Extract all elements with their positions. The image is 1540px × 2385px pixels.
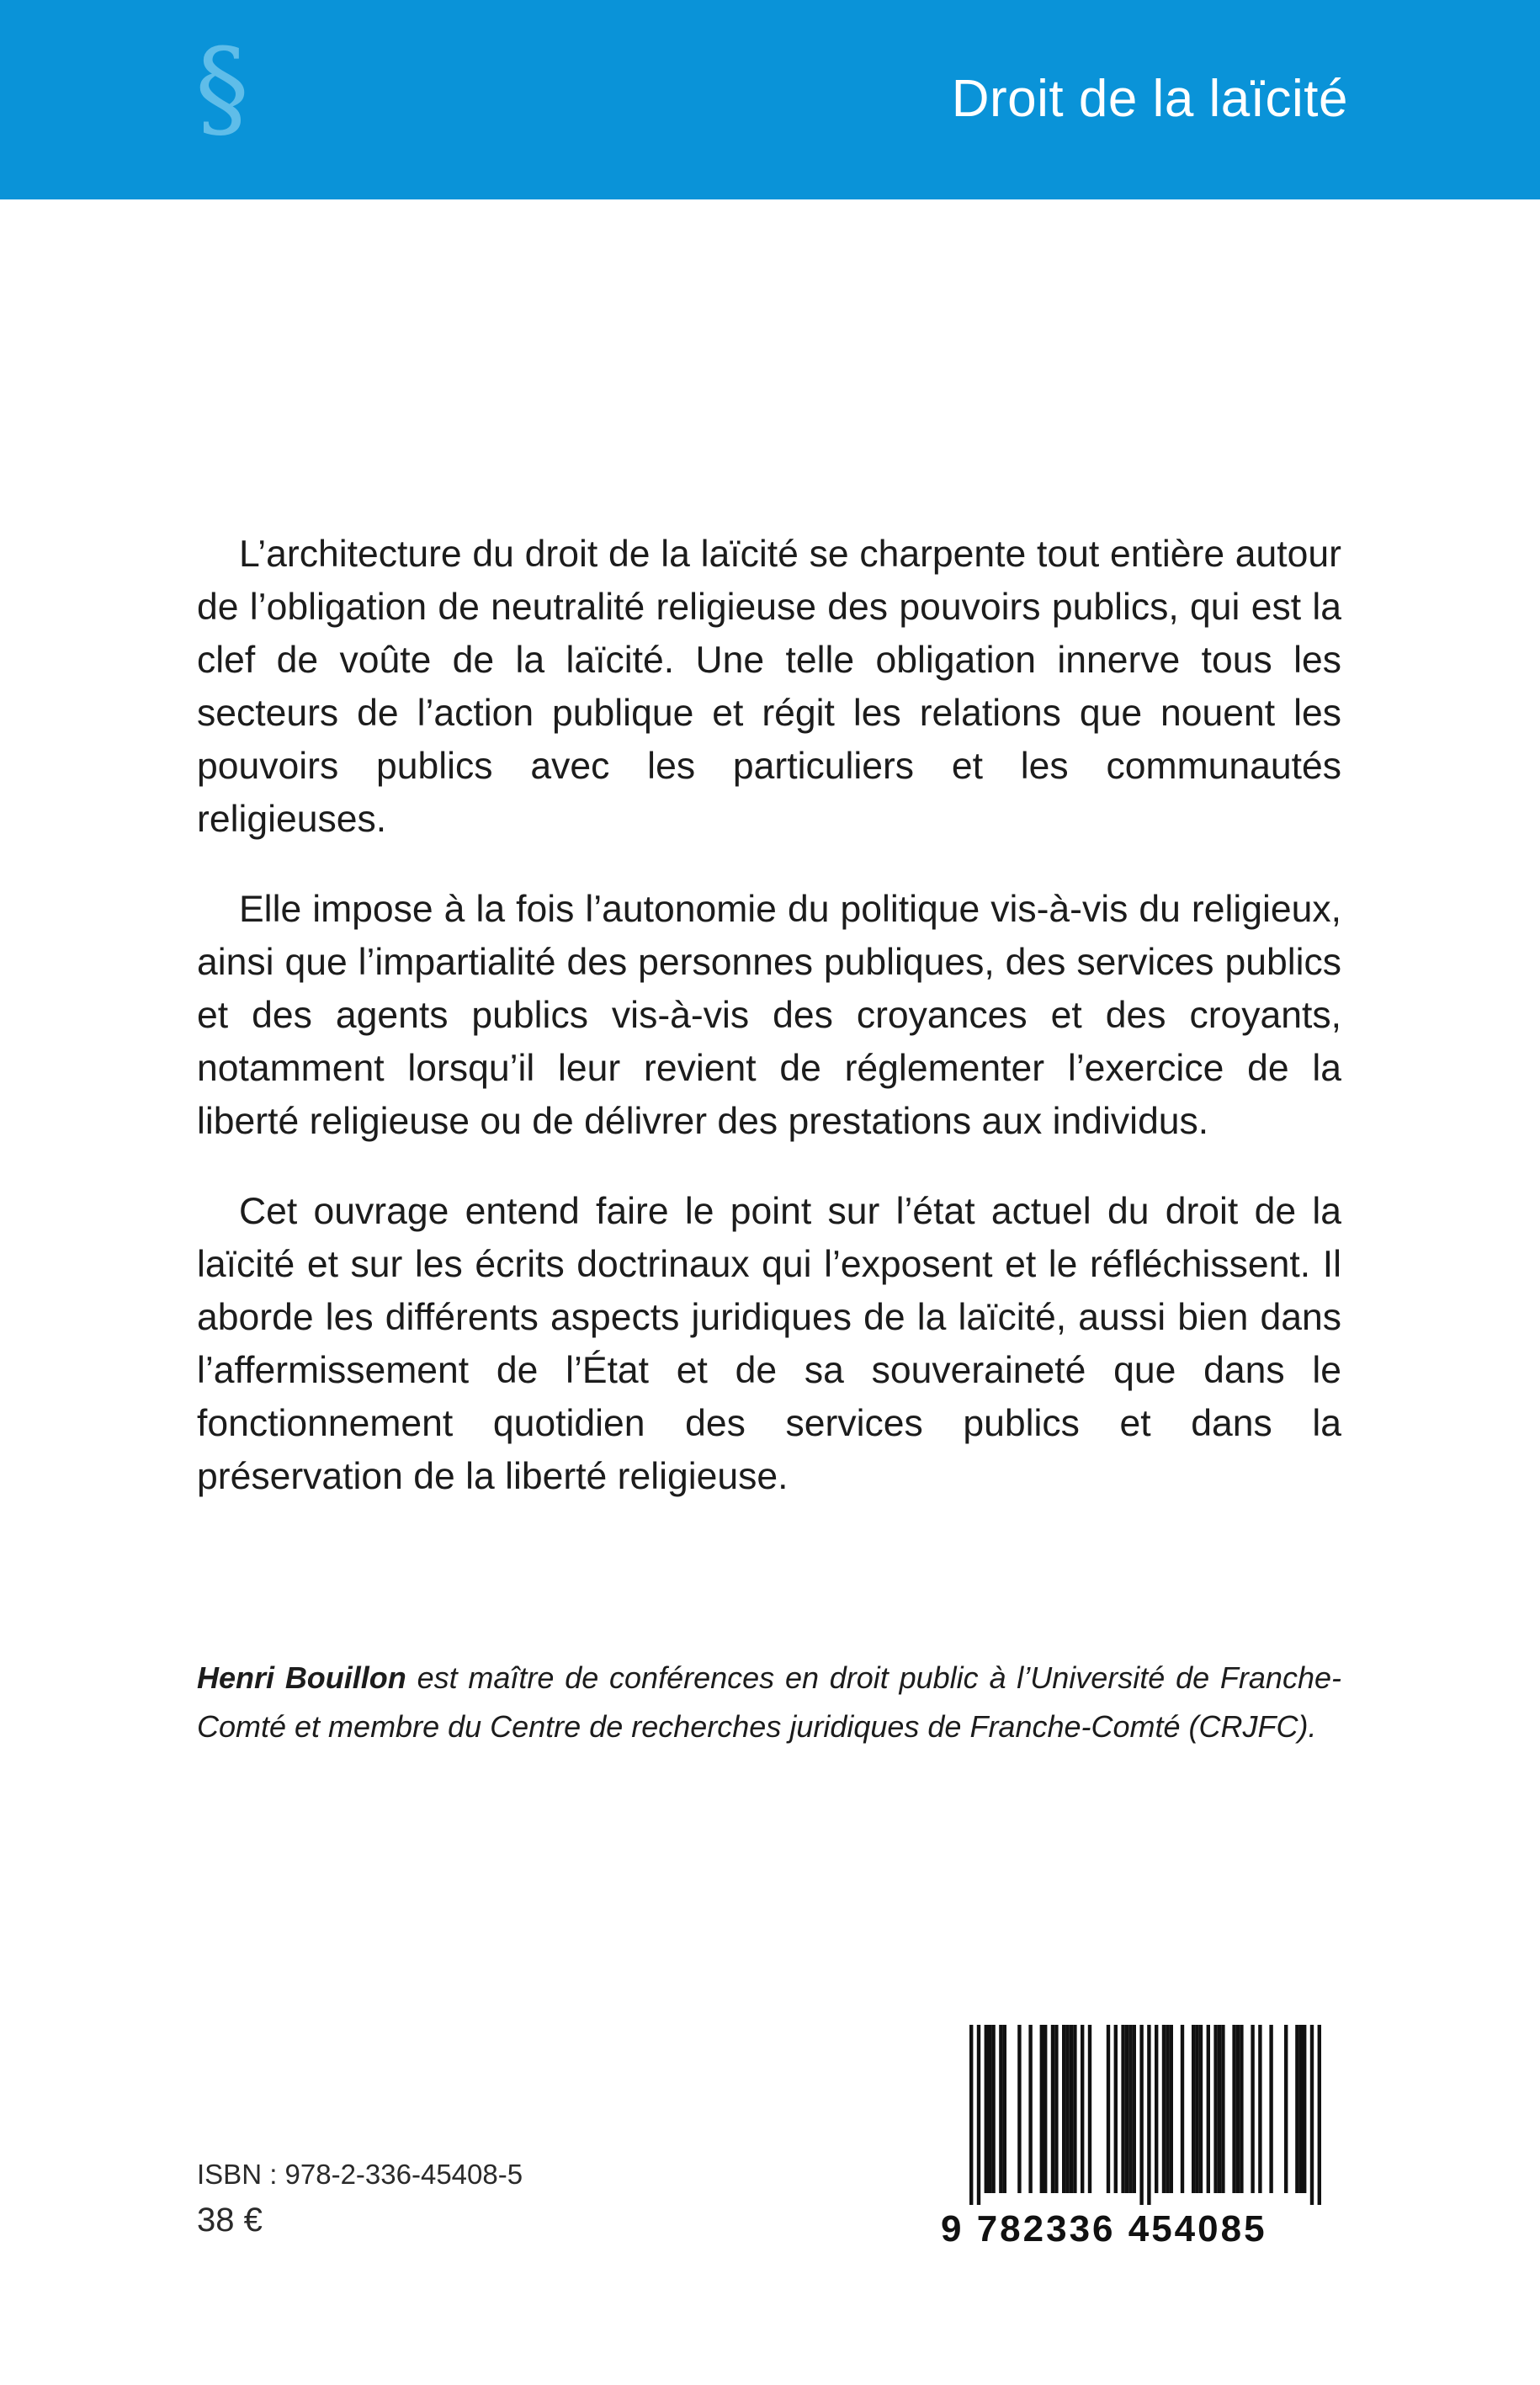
barcode-bar	[1192, 2025, 1195, 2193]
barcode-bar	[1125, 2025, 1128, 2193]
blurb-paragraph-2: Elle impose à la fois l’autonomie du politique vis-à-vis du religieux, ainsi que l’impartialité des personnes publiques, des services publics et des agents publics vis-à-vis des croyances et des croyants, notamment lorsqu’il leur revient de réglementer l’exercice de la liberté religieuse ou de délivrer des prestations aux individus.	[197, 889, 1341, 1142]
barcode-bar	[1043, 2025, 1047, 2193]
barcode-bar	[1284, 2025, 1288, 2193]
barcode-bar	[1299, 2025, 1303, 2193]
barcode-bar	[1258, 2025, 1261, 2193]
barcode-bar	[1318, 2025, 1321, 2205]
barcode-bar	[1155, 2025, 1158, 2193]
barcode-bars	[941, 2025, 1343, 2206]
barcode-bar	[1054, 2025, 1058, 2193]
section-sign-icon: §	[195, 26, 249, 151]
barcode-bar	[1081, 2025, 1084, 2193]
barcode-bar	[1303, 2025, 1306, 2193]
isbn-label: ISBN : 978-2-336-45408-5	[197, 2159, 523, 2190]
barcode-bar	[1040, 2025, 1043, 2193]
barcode-bar	[1070, 2025, 1073, 2193]
barcode-bar	[1166, 2025, 1169, 2193]
barcode-bar	[1232, 2025, 1235, 2193]
author-bio-text: est maître de conférences en droit public à l’Université de Franche-Comté et membre du Centre de recherches juridiques de Franche-Comté (CRJFC).	[197, 1660, 1341, 1744]
barcode-bar	[977, 2025, 980, 2205]
barcode-bar	[1147, 2025, 1150, 2205]
header-band	[0, 0, 1540, 199]
barcode-bar	[1128, 2025, 1132, 2193]
price-label: 38 €	[197, 2202, 263, 2239]
barcode-bar	[969, 2025, 973, 2205]
barcode-bar	[1088, 2025, 1091, 2193]
barcode-bar	[1295, 2025, 1298, 2193]
barcode-bar	[1269, 2025, 1272, 2193]
barcode-bar	[1003, 2025, 1006, 2193]
barcode-bar	[1199, 2025, 1203, 2193]
barcode-bar	[1240, 2025, 1243, 2193]
barcode-bar	[1310, 2025, 1314, 2205]
barcode-bar	[1162, 2025, 1166, 2193]
barcode-bar	[1181, 2025, 1184, 2193]
book-title: Droit de la laïcité	[951, 70, 1348, 128]
barcode-bar	[999, 2025, 1002, 2193]
author-name: Henri Bouillon	[197, 1660, 406, 1695]
barcode-bar	[1062, 2025, 1065, 2193]
barcode-bar	[1107, 2025, 1110, 2193]
barcode-bar	[1028, 2025, 1032, 2193]
author-bio	[197, 1654, 1341, 1751]
barcode-bar	[991, 2025, 995, 2193]
barcode-bar	[1213, 2025, 1217, 2193]
barcode-bar	[1218, 2025, 1221, 2193]
barcode-bar	[1139, 2025, 1143, 2205]
barcode-bar	[1121, 2025, 1124, 2193]
barcode-bar	[1114, 2025, 1118, 2193]
blurb-paragraph-1: L’architecture du droit de la laïcité se charpente tout entière autour de l’obligation de neutralité religieuse des pouvoirs publics, qui est la clef de voûte de la laïcité. Une telle obligation innerve tous les secteurs de l’action publique et régit les relations que nouent les pouvoirs publics avec les particuliers et les communautés religieuses.	[197, 534, 1341, 840]
barcode-bar	[1065, 2025, 1069, 2193]
barcode-bar	[1133, 2025, 1136, 2193]
barcode-bar	[1073, 2025, 1076, 2193]
barcode-digits: 9 782336 454085	[941, 2208, 1267, 2250]
barcode-bar	[1195, 2025, 1198, 2193]
blurb-paragraph-3: Cet ouvrage entend faire le point sur l’état actuel du droit de la laïcité et sur les écrits doctrinaux qui l’exposent et le réfléchissent. Il aborde les différents aspects juridiques de la laïcité, aussi bien dans l’affermissement de l’État et de sa souveraineté que dans le fonctionnement quotidien des services publics et dans la préservation de la liberté religieuse.	[197, 1191, 1341, 1497]
barcode-bar	[985, 2025, 988, 2193]
barcode-bar	[1236, 2025, 1240, 2193]
barcode-bar	[1051, 2025, 1054, 2193]
barcode-bar	[1017, 2025, 1021, 2193]
barcode-bar	[988, 2025, 991, 2193]
back-cover-blurb	[197, 528, 1341, 1540]
barcode-bar	[1170, 2025, 1173, 2193]
barcode-bar	[1251, 2025, 1254, 2193]
barcode-bar	[1207, 2025, 1210, 2193]
barcode-bar	[1221, 2025, 1224, 2193]
